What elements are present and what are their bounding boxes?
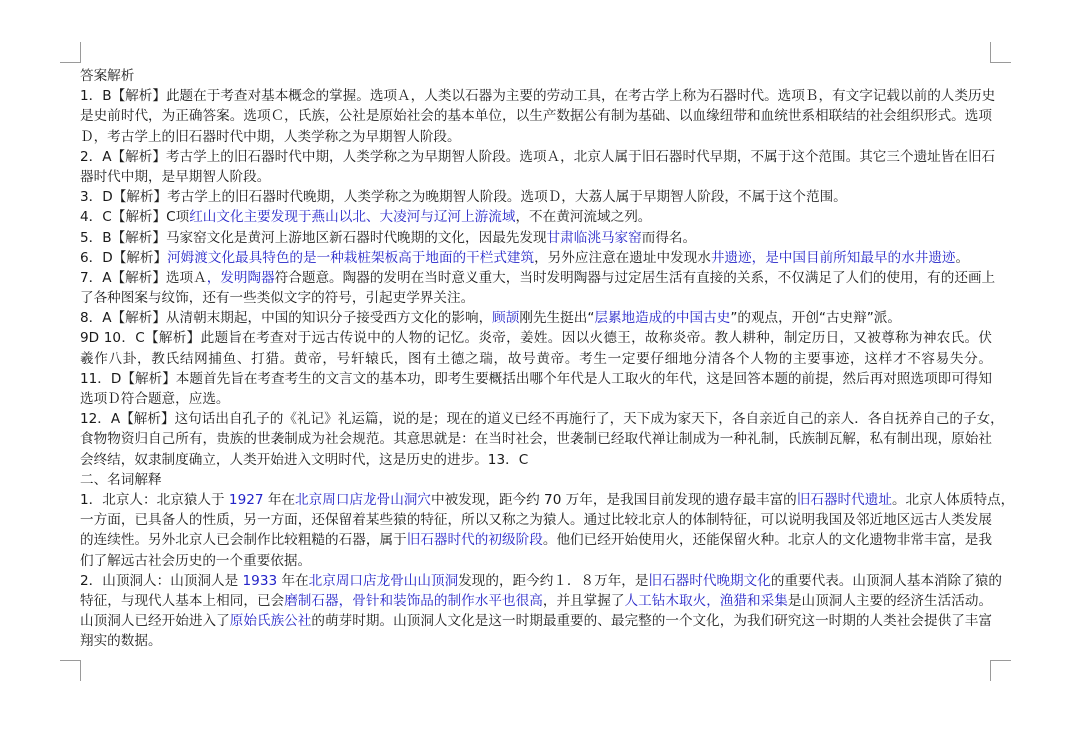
text-line bbox=[80, 631, 992, 651]
text-line bbox=[80, 611, 992, 631]
page-corner-mark-top-left bbox=[60, 42, 81, 63]
text-line bbox=[80, 268, 996, 288]
hyperlink-text[interactable]: 甘肃临洮马家窑 bbox=[546, 229, 642, 246]
text-line bbox=[80, 207, 992, 227]
text-segment: 5．B【解析】马家窑文化是黄河上游地区新石器时代晚期的文化，因最先发现 bbox=[80, 229, 547, 246]
hyperlink-text[interactable]: 红山文化主要发现于燕山以北、大凌河与辽河上游流域 bbox=[189, 209, 516, 226]
text-segment: 年在 bbox=[277, 572, 309, 589]
text-segment: 6．D【解析】 bbox=[80, 249, 168, 266]
text-segment: 9D 10．C【解析】此题旨在考查对于远古传说中的人物的记忆。炎帝，姜姓。因以火德王，故称炎帝。教人耕种，制定历日，又被尊称为神农氏。伏 bbox=[80, 330, 992, 347]
page-corner-mark-top-right bbox=[990, 42, 1011, 63]
text-segment: 一方面，已具备人的性质，另一方面，还保留着某些猿的特征，所以又称之为猿人。通过比较北京人的体制特征，可以说明我国及邻近地区远古人类发展 bbox=[80, 512, 992, 529]
page-corner-mark-bottom-left bbox=[60, 660, 81, 681]
text-segment: ，另外应注意在遗址中发现水 bbox=[534, 249, 711, 266]
text-line bbox=[80, 409, 1004, 429]
document-body bbox=[80, 66, 1015, 651]
text-line bbox=[80, 571, 1002, 591]
section-heading bbox=[80, 470, 992, 490]
hyperlink-text[interactable]: 1933 bbox=[242, 572, 278, 589]
text-segment: 而得名。 bbox=[641, 229, 697, 246]
hyperlink-text[interactable]: 人工钻木取火，渔猎和采集 bbox=[624, 592, 788, 609]
text-segment: 的重要代表。山顶洞人基本消除了猿的 bbox=[770, 572, 1002, 589]
text-segment: 二、名词解释 bbox=[80, 471, 162, 488]
hyperlink-text[interactable]: 旧石器时代遗址 bbox=[796, 491, 892, 508]
text-segment: 山顶洞人已经开始进入了 bbox=[80, 613, 230, 630]
text-segment: 2．山顶洞人：山顶洞人是 bbox=[80, 572, 243, 589]
text-segment: 刚先生挺出“ bbox=[519, 310, 595, 327]
text-segment: 是山顶洞人主要的经济生活活动。 bbox=[787, 592, 993, 609]
hyperlink-text[interactable]: 顾颉 bbox=[492, 310, 520, 327]
text-segment: 食物物资归自己所有，贵族的世袭制成为社会规范。其意思就是：在当时社会，世袭制已经取代禅让制成为一种礼制，氏族制瓦解，私有制出现，原始社 bbox=[80, 431, 992, 448]
text-line bbox=[80, 591, 992, 611]
text-segment: 4．C【解析】C项 bbox=[80, 209, 190, 226]
text-line bbox=[80, 328, 992, 348]
hyperlink-text[interactable]: 河姆渡文化最具特色的是一种栽桩架板高于地面的干栏式建筑 bbox=[167, 249, 535, 266]
text-segment: ，并且掌握了 bbox=[542, 592, 625, 609]
text-line bbox=[80, 288, 992, 308]
text-segment: 年在 bbox=[263, 491, 296, 508]
text-segment: ”的观点，开创“古史辩”派。 bbox=[730, 310, 901, 327]
text-segment: 8．A【解析】从清朝末期起，中国的知识分子接受西方文化的影响， bbox=[80, 310, 493, 327]
hyperlink-text[interactable]: 1927 bbox=[228, 491, 264, 508]
text-segment: 选项Ｄ符合题意，应选。 bbox=[80, 391, 230, 407]
text-line bbox=[80, 510, 992, 530]
text-line bbox=[80, 551, 992, 571]
hyperlink-text[interactable]: 旧石器时代晚期文化 bbox=[648, 572, 771, 589]
text-segment: 11．D【解析】本题首先旨在考查考生的文言文的基本功，即考生要概括出哪个年代是人工取火的年代，这是回答本题的前提，然后再对照选项即可得知 bbox=[80, 370, 992, 387]
text-line bbox=[80, 147, 996, 167]
text-line bbox=[80, 429, 992, 449]
text-segment: 中被发现，距今约 70 万年，是我国目前发现的遗存最丰富的 bbox=[430, 491, 797, 508]
text-segment: 发现的，距今约１．８万年，是 bbox=[458, 572, 649, 589]
text-segment: 的萌芽时期。山顶洞人文化是这一时期最重要的、最完整的一个文化，为我们研究这一时期的人类社会提供了丰富 bbox=[311, 613, 993, 630]
hyperlink-text[interactable]: 原始氏族公社 bbox=[229, 613, 312, 630]
text-line bbox=[80, 228, 992, 248]
text-segment: Ｄ，考古学上的旧石器时代中期，人类学称之为早期智人阶段。 bbox=[80, 128, 461, 145]
text-segment: 2．A【解析】考古学上的旧石器时代中期，人类学称之为早期智人阶段。选项Ａ，北京人属于旧石器时代早期，不属于这个范围。其它三个遗址皆在旧石 bbox=[80, 148, 996, 165]
hyperlink-text[interactable]: 北京周口店龙骨山洞穴 bbox=[295, 491, 431, 508]
text-segment: 们了解远古社会历史的一个重要依据。 bbox=[80, 552, 312, 569]
text-segment: 的连续性。另外北京人已会制作比较粗糙的石器，属于 bbox=[80, 532, 407, 549]
text-segment: 了各种图案与纹饰，还有一些类似文字的符号，引起吏学界关注。 bbox=[80, 290, 475, 307]
text-line bbox=[80, 308, 992, 328]
text-segment: 。北京人体质特点， bbox=[891, 491, 1015, 508]
hyperlink-text[interactable]: ，发明陶器 bbox=[206, 269, 275, 286]
hyperlink-text[interactable]: 北京周口店龙骨山山顶洞 bbox=[308, 572, 459, 589]
text-line bbox=[80, 106, 992, 126]
text-segment: 器时代中期，是早期智人阶段。 bbox=[80, 168, 271, 185]
text-segment: 是史前时代，为正确答案。选项Ｃ，氏族，公社是原始社会的基本单位，以生产数据公有制为基础、以血缘纽带和血统世系相联结的社会组织形式。选项 bbox=[80, 108, 992, 125]
text-segment: 特征，与现代人基本上相同，已会 bbox=[80, 592, 285, 609]
text-line bbox=[80, 86, 996, 106]
text-segment: 1．B【解析】此题在于考查对基本概念的掌握。选项Ａ，人类以石器为主要的劳动工具，在考古学上称为石器时代。选项Ｂ，有文字记载以前的人类历史 bbox=[80, 88, 996, 105]
hyperlink-text[interactable]: 层累地造成的中国古史 bbox=[594, 310, 731, 327]
text-segment: 3．D【解析】考古学上的旧石器时代晚期，人类学称之为晚期智人阶段。选项Ｄ，大荔人属于早期智人阶段，不属于这个范围。 bbox=[80, 189, 847, 206]
text-segment: 答案解析 bbox=[80, 68, 135, 84]
text-line bbox=[80, 450, 992, 470]
hyperlink-text[interactable]: 井遗迹，是中国目前所知最早的水井遗迹 bbox=[710, 249, 956, 266]
text-segment: 。他们已经开始使用火，还能保留火种。北京人的文化遗物非常丰富，是我 bbox=[542, 532, 993, 549]
text-segment: 符合题意。陶器的发明在当时意义重大，当时发明陶器与过定居生活有直接的关系，不仅满足了人们的使用，有的还画上 bbox=[274, 269, 996, 286]
hyperlink-text[interactable]: 磨制石器，骨针和装饰品的制作水平也很高 bbox=[284, 592, 543, 609]
hyperlink-text[interactable]: 旧石器时代的初级阶段 bbox=[406, 532, 543, 549]
text-segment: ，不在黄河流域之列。 bbox=[515, 209, 652, 226]
section-heading bbox=[80, 66, 992, 86]
text-segment: 羲作八卦，教氏结网捕鱼、打猎。黄帝，号轩辕氏，图有土德之瑞，故号黄帝。考生一定要仔细地分清各个人物的主要事迹，这样才不容易失分。 bbox=[80, 350, 992, 367]
text-line bbox=[80, 167, 992, 187]
text-line bbox=[80, 127, 992, 147]
text-line bbox=[80, 349, 992, 369]
text-line bbox=[80, 248, 992, 268]
text-segment: 。 bbox=[955, 249, 970, 266]
text-segment: 1．北京人：北京猿人于 bbox=[80, 491, 229, 508]
text-line bbox=[80, 369, 992, 389]
text-line bbox=[80, 389, 992, 409]
text-line bbox=[80, 530, 992, 550]
text-segment: 会终结，奴隶制度确立，人类开始进入文明时代，这是历史的进步。13．C bbox=[80, 451, 529, 468]
page-corner-mark-bottom-right bbox=[990, 660, 1011, 681]
text-line bbox=[80, 187, 992, 207]
text-segment: 翔实的数据。 bbox=[80, 633, 162, 650]
text-segment: 12．A【解析】这句话出自孔子的《礼记》礼运篇，说的是；现在的道义已经不再施行了，天下成为家天下，各自亲近自己的亲人．各自抚养自己的子女， bbox=[80, 411, 1004, 428]
text-segment: 7．A【解析】选项Ａ bbox=[80, 269, 207, 286]
text-line bbox=[80, 490, 1015, 510]
